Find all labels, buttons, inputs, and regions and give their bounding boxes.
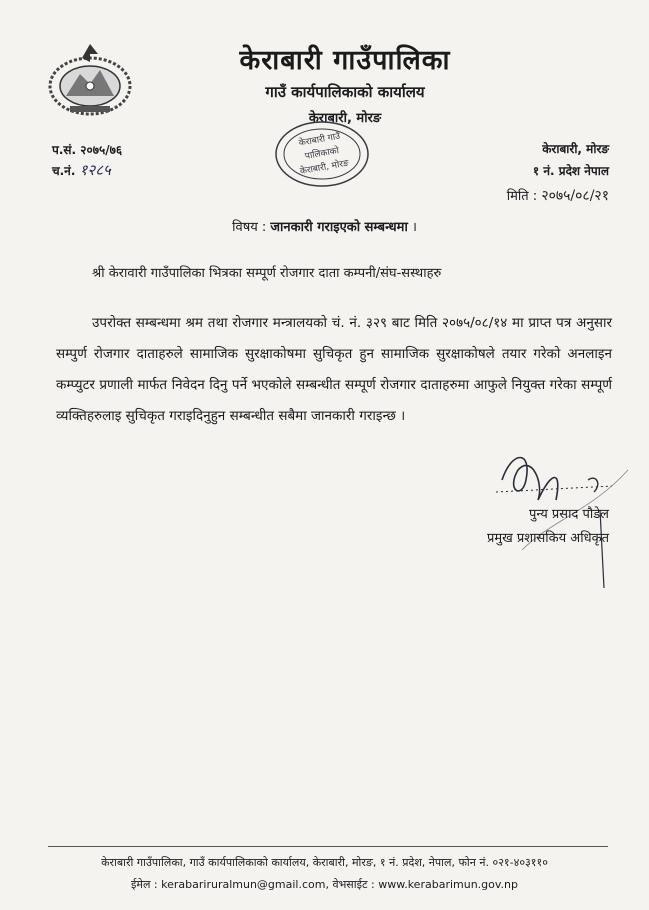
office-stamp bbox=[272, 118, 372, 190]
stamp-text-middle: पालिकाको bbox=[304, 146, 340, 162]
office-address-line1: केराबारी, मोरङ bbox=[542, 142, 609, 156]
recipient-line: श्री केरावारी गाउँपालिका भित्रका सम्पूर्ण रोजगार दाता कम्पनी/संघ-सस्थाहरु bbox=[92, 266, 442, 281]
office-address-line2: १ नं. प्रदेश नेपाल bbox=[532, 164, 609, 178]
signer-name: पुन्य प्रसाद पौडेल bbox=[529, 507, 609, 522]
footer-divider bbox=[48, 846, 608, 847]
office-title: केराबारी गाउँपालिका bbox=[239, 45, 451, 76]
office-address-block bbox=[533, 138, 609, 182]
cn-value: १२८५ bbox=[79, 161, 111, 179]
stamp-text-bottom: केराबारी, मोरङ bbox=[299, 158, 350, 177]
cn-number-row bbox=[52, 160, 122, 181]
ps-number-row bbox=[52, 140, 122, 160]
subject-value: जानकारी गराइएको सम्बन्धमा bbox=[270, 220, 408, 235]
ps-label: प.सं. bbox=[52, 143, 77, 157]
nepal-emblem-icon bbox=[40, 40, 140, 120]
footer bbox=[0, 852, 649, 896]
signer-title: प्रमुख प्रशासकिय अधिकृत bbox=[486, 531, 609, 546]
date-row bbox=[507, 186, 609, 205]
subject-end: । bbox=[411, 220, 417, 235]
letter-body: उपरोक्त सम्बन्धमा श्रम तथा रोजगार मन्त्रालयको चं. नं. ३२९ बाट मिति २०७५/०८/१४ मा प्राप्त पत्र अनुसार सम्पुर्ण रोजगार दाताहरुले सामाजिक सुरक्षाकोषमा सुचिकृत हुन सामाजिक सुरक्षाकोषले तयार गरेको अनलाइन कम्प्युटर प्रणाली मार्फत निवेदन दिनु पर्ने भएकोले सम्बन्धीत सम्पूर्ण रोजगार दाताहरुमा आफुले नियुक्त गरेका सम्पूर्ण व्यक्तिहरुलाइ सुचिकृत गराइदिनुहुन सम्बन्धीत सबैमा जानकारी गराइन्छ । bbox=[56, 315, 612, 424]
subject-line bbox=[0, 217, 649, 235]
date-value: २०७५/०८/२१ bbox=[541, 188, 609, 204]
date-label: मिति : bbox=[506, 189, 538, 204]
footer-contact: ईमेल : kerabariruralmun@gmail.com, वेभसाईट : www.kerabarimun.gov.np bbox=[131, 878, 518, 891]
reference-block bbox=[52, 140, 122, 181]
office-subtitle: गाउँ कार्यपालिकाको कार्यालय bbox=[265, 83, 425, 101]
ps-value: २०७५/७६ bbox=[80, 143, 123, 157]
stamp-text-top: केराबारी गाउँ bbox=[298, 131, 341, 149]
footer-address: केराबारी गाउँपालिका, गाउँ कार्यपालिकाको कार्यालय, केराबारी, मोरङ, १ नं. प्रदेश, नेपाल, फोन नं. ०२१-४०३११० bbox=[101, 856, 548, 869]
office-location: केराबारी, मोरङ bbox=[308, 111, 382, 126]
cn-label: च.नं. bbox=[52, 164, 76, 178]
subject-label: विषय : bbox=[232, 220, 267, 235]
